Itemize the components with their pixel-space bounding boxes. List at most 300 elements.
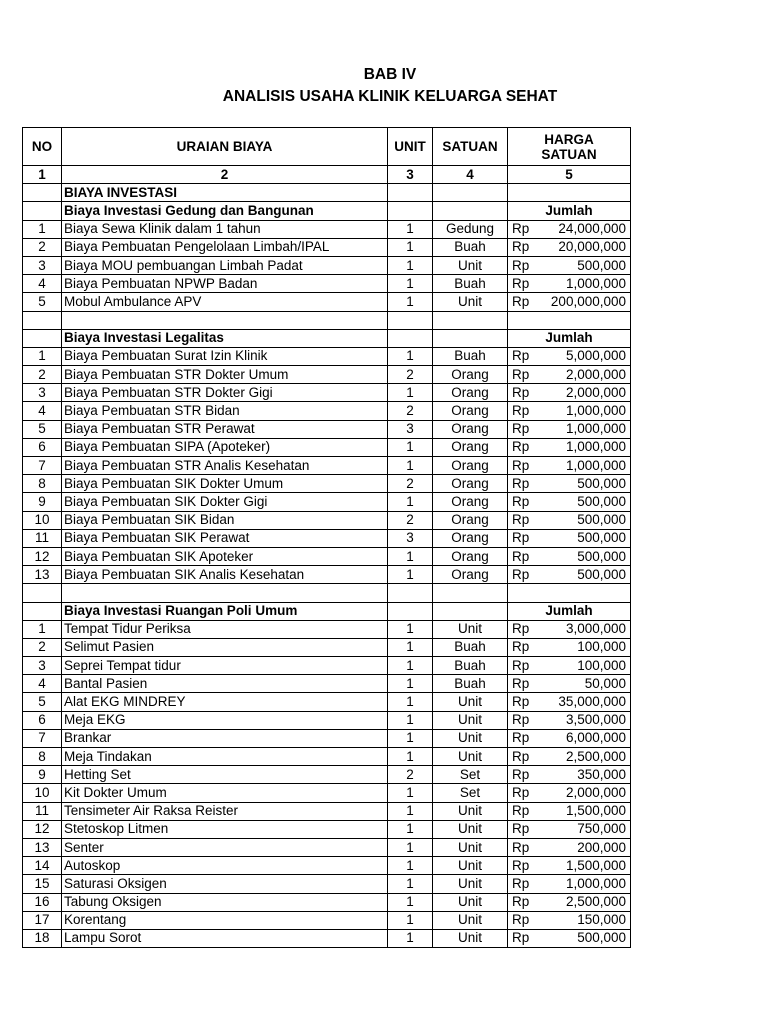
item-no: 11 — [23, 802, 62, 820]
table-row — [23, 475, 631, 493]
item-description: Biaya Pembuatan Surat Izin Klinik — [62, 347, 388, 365]
currency-label: Rp — [512, 512, 530, 528]
item-description: Mobul Ambulance APV — [62, 293, 388, 311]
item-satuan: Buah — [433, 347, 508, 365]
item-description: Senter — [62, 838, 388, 856]
item-description: Biaya Pembuatan STR Dokter Gigi — [62, 384, 388, 402]
currency-label: Rp — [512, 839, 530, 855]
table-row — [23, 347, 631, 365]
column-number: 5 — [508, 166, 631, 184]
item-unit: 1 — [388, 238, 433, 256]
table-row — [23, 802, 631, 820]
item-description: Lampu Sorot — [62, 929, 388, 947]
table-row — [23, 657, 631, 675]
item-price-cell — [508, 857, 631, 875]
item-price: 100,000 — [577, 657, 626, 673]
item-price: 500,000 — [577, 493, 626, 509]
item-no: 7 — [23, 729, 62, 747]
item-price: 3,500,000 — [565, 712, 626, 728]
table-row — [23, 275, 631, 293]
column-number: 3 — [388, 166, 433, 184]
item-no: 5 — [23, 420, 62, 438]
table-row — [23, 566, 631, 584]
currency-label: Rp — [512, 930, 530, 946]
item-unit: 3 — [388, 420, 433, 438]
table-row — [23, 493, 631, 511]
item-price: 500,000 — [577, 566, 626, 582]
item-satuan: Orang — [433, 420, 508, 438]
column-number: 1 — [23, 166, 62, 184]
table-row — [23, 875, 631, 893]
currency-label: Rp — [512, 493, 530, 509]
item-no: 12 — [23, 547, 62, 565]
currency-label: Rp — [512, 403, 530, 419]
item-price: 500,000 — [577, 930, 626, 946]
table-row — [23, 838, 631, 856]
group-header-row — [23, 329, 631, 347]
item-satuan: Unit — [433, 256, 508, 274]
header-unit: UNIT — [388, 128, 433, 166]
item-price-cell — [508, 784, 631, 802]
table-row — [23, 366, 631, 384]
item-price-cell — [508, 347, 631, 365]
item-price-cell — [508, 256, 631, 274]
header-harga: HARGA SATUAN — [508, 128, 631, 166]
item-satuan: Unit — [433, 929, 508, 947]
item-price: 2,000,000 — [565, 784, 626, 800]
currency-label: Rp — [512, 530, 530, 546]
item-unit: 1 — [388, 384, 433, 402]
jumlah-label: Jumlah — [508, 329, 631, 347]
item-description: Biaya Pembuatan STR Perawat — [62, 420, 388, 438]
item-no: 2 — [23, 638, 62, 656]
group-title: Biaya Investasi Gedung dan Bangunan — [62, 202, 388, 220]
currency-label: Rp — [512, 675, 530, 691]
item-unit: 2 — [388, 766, 433, 784]
item-no: 9 — [23, 766, 62, 784]
section-title: BIAYA INVESTASI — [62, 184, 388, 202]
item-price-cell — [508, 493, 631, 511]
table-row — [23, 438, 631, 456]
table-row — [23, 893, 631, 911]
item-unit: 1 — [388, 657, 433, 675]
item-satuan: Unit — [433, 820, 508, 838]
currency-label: Rp — [512, 912, 530, 928]
item-description: Alat EKG MINDREY — [62, 693, 388, 711]
item-description: Biaya Pembuatan SIK Apoteker — [62, 547, 388, 565]
item-price: 20,000,000 — [558, 239, 626, 255]
currency-label: Rp — [512, 748, 530, 764]
item-price: 1,000,000 — [565, 275, 626, 291]
table-row — [23, 220, 631, 238]
item-description: Biaya Pembuatan SIK Dokter Gigi — [62, 493, 388, 511]
table-row — [23, 748, 631, 766]
item-price-cell — [508, 675, 631, 693]
item-unit: 1 — [388, 784, 433, 802]
currency-label: Rp — [512, 784, 530, 800]
item-price-cell — [508, 766, 631, 784]
item-unit: 1 — [388, 729, 433, 747]
item-price-cell — [508, 402, 631, 420]
item-unit: 2 — [388, 475, 433, 493]
item-price: 500,000 — [577, 548, 626, 564]
item-unit: 1 — [388, 875, 433, 893]
item-price-cell — [508, 438, 631, 456]
item-price-cell — [508, 620, 631, 638]
table-row — [23, 784, 631, 802]
item-unit: 1 — [388, 675, 433, 693]
item-satuan: Buah — [433, 657, 508, 675]
item-satuan: Orang — [433, 438, 508, 456]
header-satuan: SATUAN — [433, 128, 508, 166]
table-row — [23, 511, 631, 529]
spacer-row — [23, 584, 631, 602]
item-price: 6,000,000 — [565, 730, 626, 746]
jumlah-label: Jumlah — [508, 602, 631, 620]
item-price: 150,000 — [577, 912, 626, 928]
item-price: 100,000 — [577, 639, 626, 655]
table-row — [23, 384, 631, 402]
table-row — [23, 402, 631, 420]
currency-label: Rp — [512, 803, 530, 819]
item-description: Biaya Pembuatan SIPA (Apoteker) — [62, 438, 388, 456]
item-no: 6 — [23, 711, 62, 729]
item-no: 17 — [23, 911, 62, 929]
item-description: Biaya Pembuatan SIK Bidan — [62, 511, 388, 529]
item-unit: 2 — [388, 511, 433, 529]
item-unit: 1 — [388, 748, 433, 766]
item-description: Brankar — [62, 729, 388, 747]
item-unit: 3 — [388, 529, 433, 547]
table-row — [23, 820, 631, 838]
document-title: ANALISIS USAHA KLINIK KELUARGA SEHAT — [222, 88, 558, 105]
item-unit: 1 — [388, 220, 433, 238]
item-satuan: Gedung — [433, 220, 508, 238]
item-satuan: Orang — [433, 384, 508, 402]
jumlah-label: Jumlah — [508, 202, 631, 220]
item-satuan: Unit — [433, 620, 508, 638]
item-satuan: Unit — [433, 802, 508, 820]
item-no: 8 — [23, 475, 62, 493]
item-satuan: Orang — [433, 457, 508, 475]
item-unit: 1 — [388, 638, 433, 656]
item-unit: 2 — [388, 366, 433, 384]
currency-label: Rp — [512, 348, 530, 364]
item-no: 6 — [23, 438, 62, 456]
item-no: 16 — [23, 893, 62, 911]
item-satuan: Set — [433, 784, 508, 802]
table-row — [23, 729, 631, 747]
item-price-cell — [508, 457, 631, 475]
item-no: 10 — [23, 511, 62, 529]
item-description: Bantal Pasien — [62, 675, 388, 693]
item-no: 9 — [23, 493, 62, 511]
table-row — [23, 638, 631, 656]
item-no: 18 — [23, 929, 62, 947]
item-price: 200,000 — [577, 839, 626, 855]
item-satuan: Buah — [433, 275, 508, 293]
item-no: 3 — [23, 657, 62, 675]
header-uraian: URAIAN BIAYA — [62, 128, 388, 166]
section-row — [23, 184, 631, 202]
item-price-cell — [508, 293, 631, 311]
currency-label: Rp — [512, 875, 530, 891]
item-no: 14 — [23, 857, 62, 875]
currency-label: Rp — [512, 548, 530, 564]
item-no: 10 — [23, 784, 62, 802]
item-no: 2 — [23, 366, 62, 384]
item-price: 500,000 — [577, 530, 626, 546]
currency-label: Rp — [512, 857, 530, 873]
item-price: 500,000 — [577, 512, 626, 528]
item-description: Biaya Pembuatan SIK Analis Kesehatan — [62, 566, 388, 584]
item-price-cell — [508, 838, 631, 856]
item-description: Biaya Pembuatan STR Bidan — [62, 402, 388, 420]
item-unit: 1 — [388, 256, 433, 274]
item-price-cell — [508, 238, 631, 256]
item-price-cell — [508, 384, 631, 402]
item-unit: 1 — [388, 457, 433, 475]
item-satuan: Unit — [433, 838, 508, 856]
item-price-cell — [508, 911, 631, 929]
header-row — [23, 128, 631, 166]
currency-label: Rp — [512, 894, 530, 910]
table-row — [23, 766, 631, 784]
currency-label: Rp — [512, 257, 530, 273]
item-price: 1,000,000 — [565, 875, 626, 891]
item-price: 2,000,000 — [565, 366, 626, 382]
item-satuan: Buah — [433, 238, 508, 256]
item-description: Autoskop — [62, 857, 388, 875]
item-description: Saturasi Oksigen — [62, 875, 388, 893]
item-unit: 1 — [388, 347, 433, 365]
item-satuan: Set — [433, 766, 508, 784]
item-price-cell — [508, 929, 631, 947]
item-price-cell — [508, 275, 631, 293]
table-row — [23, 238, 631, 256]
item-description: Seprei Tempat tidur — [62, 657, 388, 675]
item-satuan: Orang — [433, 402, 508, 420]
item-description: Tempat Tidur Periksa — [62, 620, 388, 638]
item-unit: 1 — [388, 820, 433, 838]
item-price: 1,000,000 — [565, 421, 626, 437]
item-no: 1 — [23, 347, 62, 365]
item-price-cell — [508, 638, 631, 656]
item-no: 4 — [23, 275, 62, 293]
table-row — [23, 529, 631, 547]
item-description: Meja EKG — [62, 711, 388, 729]
cost-table — [22, 127, 631, 948]
item-satuan: Orang — [433, 547, 508, 565]
currency-label: Rp — [512, 712, 530, 728]
table-row — [23, 547, 631, 565]
currency-label: Rp — [512, 293, 530, 309]
column-number: 4 — [433, 166, 508, 184]
currency-label: Rp — [512, 421, 530, 437]
item-satuan: Buah — [433, 675, 508, 693]
currency-label: Rp — [512, 475, 530, 491]
item-price-cell — [508, 729, 631, 747]
item-no: 4 — [23, 675, 62, 693]
item-satuan: Unit — [433, 875, 508, 893]
item-price-cell — [508, 711, 631, 729]
item-unit: 1 — [388, 620, 433, 638]
item-description: Tabung Oksigen — [62, 893, 388, 911]
item-price: 2,500,000 — [565, 748, 626, 764]
column-number-row — [23, 166, 631, 184]
item-description: Hetting Set — [62, 766, 388, 784]
item-unit: 1 — [388, 566, 433, 584]
cost-table-body — [23, 128, 631, 948]
table-row — [23, 420, 631, 438]
item-price-cell — [508, 748, 631, 766]
item-description: Biaya Pembuatan NPWP Badan — [62, 275, 388, 293]
table-row — [23, 857, 631, 875]
item-unit: 1 — [388, 929, 433, 947]
item-price-cell — [508, 693, 631, 711]
item-unit: 1 — [388, 802, 433, 820]
item-no: 12 — [23, 820, 62, 838]
item-unit: 2 — [388, 402, 433, 420]
item-description: Biaya MOU pembuangan Limbah Padat — [62, 256, 388, 274]
item-satuan: Orang — [433, 366, 508, 384]
table-row — [23, 675, 631, 693]
item-satuan: Unit — [433, 748, 508, 766]
item-description: Tensimeter Air Raksa Reister — [62, 802, 388, 820]
item-no: 13 — [23, 566, 62, 584]
table-row — [23, 911, 631, 929]
item-price-cell — [508, 529, 631, 547]
item-no: 3 — [23, 384, 62, 402]
item-description: Selimut Pasien — [62, 638, 388, 656]
item-unit: 1 — [388, 438, 433, 456]
item-unit: 1 — [388, 275, 433, 293]
item-description: Meja Tindakan — [62, 748, 388, 766]
header-no: NO — [23, 128, 62, 166]
table-row — [23, 457, 631, 475]
item-price: 1,000,000 — [565, 403, 626, 419]
group-title: Biaya Investasi Ruangan Poli Umum — [62, 602, 388, 620]
column-number: 2 — [62, 166, 388, 184]
item-no: 8 — [23, 748, 62, 766]
item-satuan: Orang — [433, 493, 508, 511]
item-unit: 1 — [388, 547, 433, 565]
item-price-cell — [508, 566, 631, 584]
currency-label: Rp — [512, 566, 530, 582]
item-unit: 1 — [388, 493, 433, 511]
item-price: 5,000,000 — [565, 348, 626, 364]
currency-label: Rp — [512, 621, 530, 637]
currency-label: Rp — [512, 239, 530, 255]
item-satuan: Buah — [433, 638, 508, 656]
currency-label: Rp — [512, 730, 530, 746]
item-satuan: Unit — [433, 693, 508, 711]
item-description: Biaya Pembuatan STR Analis Kesehatan — [62, 457, 388, 475]
chapter-title: BAB IV — [363, 66, 417, 83]
item-price-cell — [508, 657, 631, 675]
item-unit: 1 — [388, 911, 433, 929]
item-unit: 1 — [388, 857, 433, 875]
item-price-cell — [508, 893, 631, 911]
item-no: 7 — [23, 457, 62, 475]
item-price-cell — [508, 475, 631, 493]
item-price: 2,500,000 — [565, 894, 626, 910]
table-row — [23, 711, 631, 729]
item-price: 500,000 — [577, 257, 626, 273]
item-no: 11 — [23, 529, 62, 547]
item-unit: 1 — [388, 711, 433, 729]
item-satuan: Unit — [433, 711, 508, 729]
item-price: 2,000,000 — [565, 384, 626, 400]
table-row — [23, 620, 631, 638]
item-no: 15 — [23, 875, 62, 893]
item-no: 5 — [23, 293, 62, 311]
item-description: Korentang — [62, 911, 388, 929]
item-no: 1 — [23, 220, 62, 238]
item-price: 1,500,000 — [565, 857, 626, 873]
currency-label: Rp — [512, 639, 530, 655]
item-no: 4 — [23, 402, 62, 420]
item-price-cell — [508, 875, 631, 893]
currency-label: Rp — [512, 766, 530, 782]
group-header-row — [23, 202, 631, 220]
item-satuan: Unit — [433, 893, 508, 911]
item-satuan: Unit — [433, 857, 508, 875]
currency-label: Rp — [512, 221, 530, 237]
item-price: 500,000 — [577, 475, 626, 491]
item-price: 3,000,000 — [565, 621, 626, 637]
item-satuan: Unit — [433, 729, 508, 747]
table-row — [23, 693, 631, 711]
item-no: 3 — [23, 256, 62, 274]
item-price-cell — [508, 220, 631, 238]
item-no: 5 — [23, 693, 62, 711]
item-price: 35,000,000 — [558, 694, 626, 710]
item-no: 1 — [23, 620, 62, 638]
item-price: 50,000 — [584, 675, 626, 691]
currency-label: Rp — [512, 439, 530, 455]
item-price: 350,000 — [577, 766, 626, 782]
currency-label: Rp — [512, 657, 530, 673]
currency-label: Rp — [512, 821, 530, 837]
table-row — [23, 929, 631, 947]
currency-label: Rp — [512, 384, 530, 400]
item-price-cell — [508, 511, 631, 529]
item-price: 1,000,000 — [565, 439, 626, 455]
item-satuan: Unit — [433, 911, 508, 929]
item-satuan: Orang — [433, 529, 508, 547]
item-unit: 1 — [388, 838, 433, 856]
item-satuan: Orang — [433, 511, 508, 529]
item-price: 1,000,000 — [565, 457, 626, 473]
item-price: 1,500,000 — [565, 803, 626, 819]
item-description: Biaya Sewa Klinik dalam 1 tahun — [62, 220, 388, 238]
table-row — [23, 293, 631, 311]
currency-label: Rp — [512, 366, 530, 382]
currency-label: Rp — [512, 275, 530, 291]
item-price-cell — [508, 802, 631, 820]
item-description: Biaya Pembuatan Pengelolaan Limbah/IPAL — [62, 238, 388, 256]
item-description: Biaya Pembuatan STR Dokter Umum — [62, 366, 388, 384]
item-price: 24,000,000 — [558, 221, 626, 237]
item-price: 200,000,000 — [550, 293, 626, 309]
item-description: Stetoskop Litmen — [62, 820, 388, 838]
item-price-cell — [508, 547, 631, 565]
currency-label: Rp — [512, 694, 530, 710]
group-header-row — [23, 602, 631, 620]
table-row — [23, 256, 631, 274]
spacer-row — [23, 311, 631, 329]
